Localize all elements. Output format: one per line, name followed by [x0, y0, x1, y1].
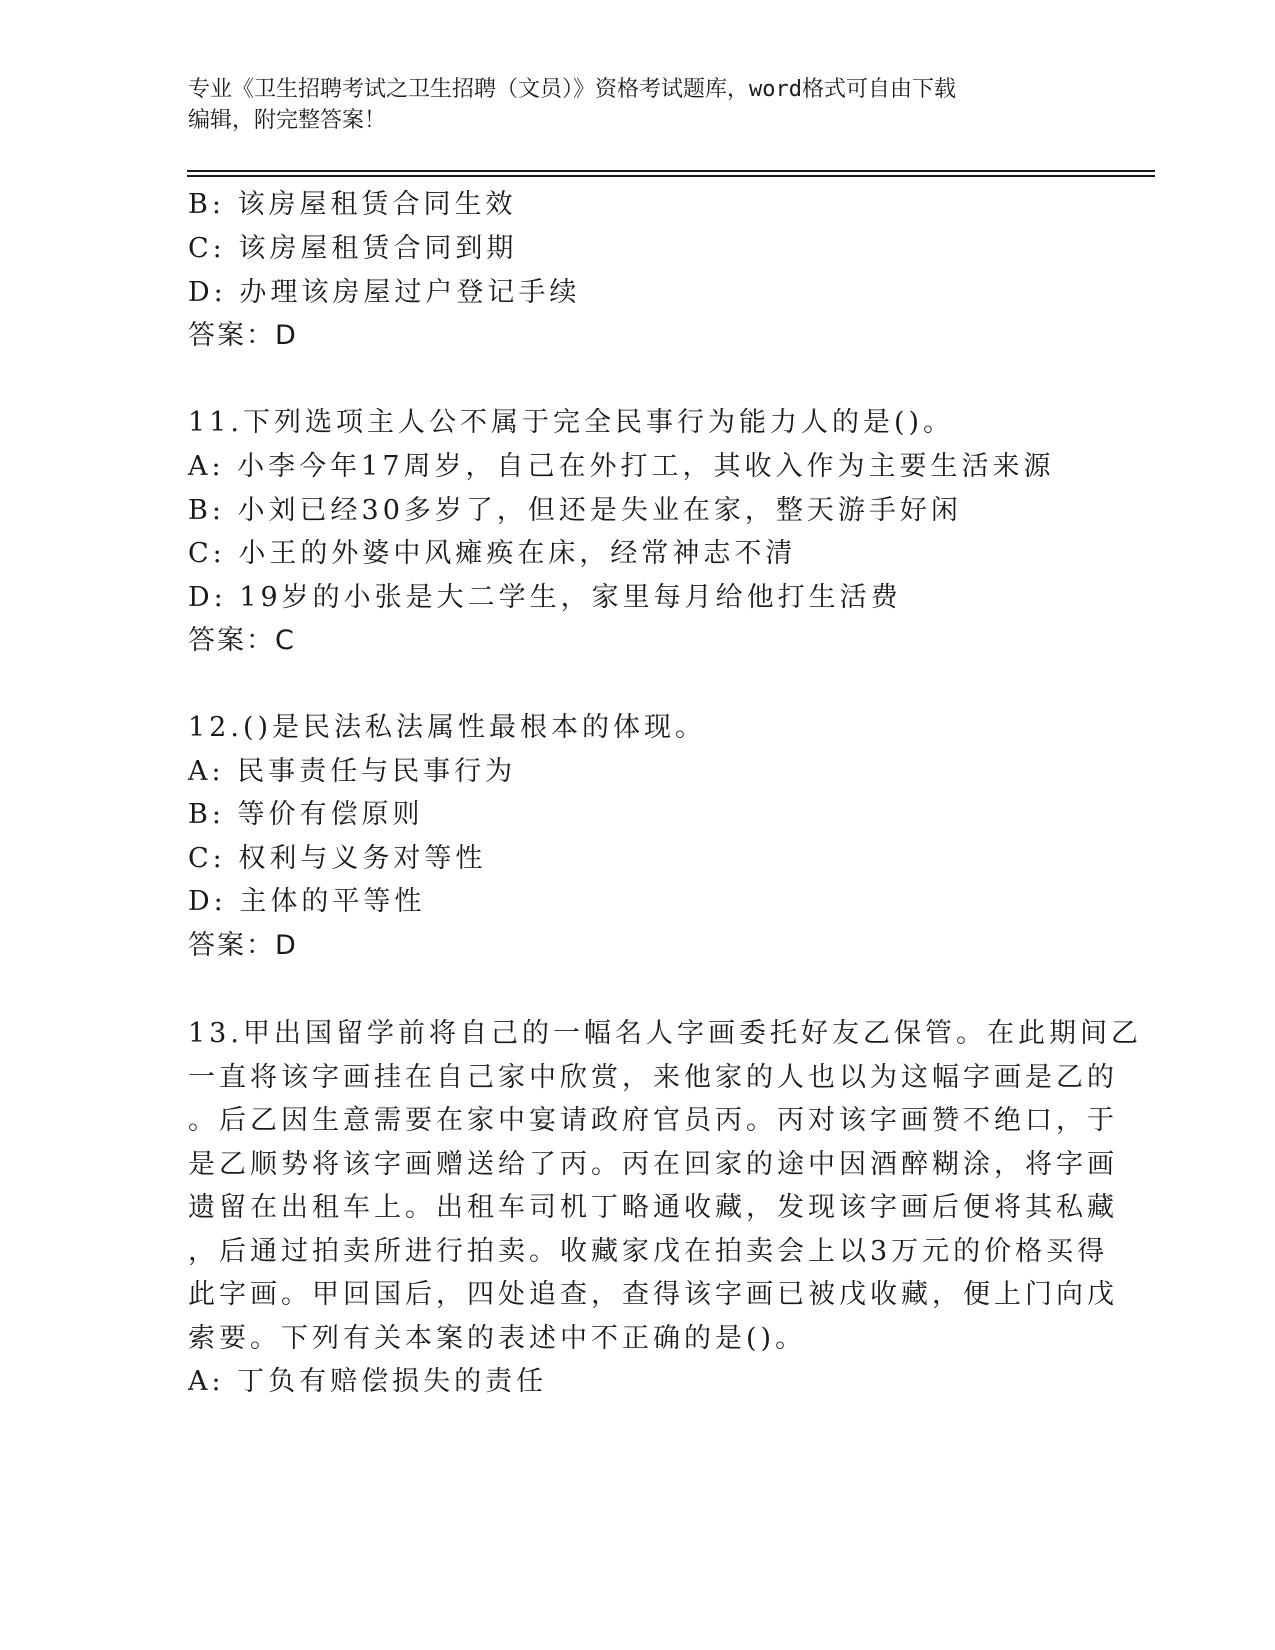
q13-stem-line: 。后乙因生意需要在家中宴请政府官员丙。丙对该字画赞不绝口，于 [188, 1105, 1118, 1136]
q12-option-d: D: 主体的平等性 [188, 886, 426, 917]
q10-option-d: D: 办理该房屋过户登记手续 [188, 277, 581, 308]
q11-answer: 答案：C [188, 625, 296, 656]
q13-option-a: A: 丁负有赔偿损失的责任 [188, 1366, 548, 1397]
q11-option-c: C: 小王的外婆中风瘫痪在床，经常神志不清 [188, 538, 797, 569]
q11-option-b: B: 小刘已经30多岁了，但还是失业在家，整天游手好闲 [188, 495, 962, 526]
header-divider-top [187, 170, 1155, 172]
document-header [188, 74, 1078, 136]
q12-option-b: B: 等价有偿原则 [188, 799, 424, 830]
q13-stem-line: 此字画。甲回国后，四处追查，查得该字画已被戊收藏，便上门向戊 [188, 1279, 1118, 1310]
q11-stem: 11.下列选项主人公不属于完全民事行为能力人的是()。 [188, 407, 955, 438]
header-divider-bottom [187, 175, 1155, 177]
q10-answer: 答案：D [188, 320, 298, 351]
q12-option-c: C: 权利与义务对等性 [188, 843, 487, 874]
q13-stem-line: 是乙顺势将该字画赠送给了丙。丙在回家的途中因酒醉糊涂，将字画 [188, 1149, 1118, 1180]
q11-option-d: D: 19岁的小张是大二学生，家里每月给他打生活费 [188, 582, 902, 613]
q11-option-a: A: 小李今年17周岁，自己在外打工，其收入作为主要生活来源 [188, 451, 1055, 482]
q13-stem-line: 13.甲出国留学前将自己的一幅名人字画委托好友乙保管。在此期间乙 [188, 1018, 1142, 1049]
q10-option-c: C: 该房屋租赁合同到期 [188, 233, 518, 264]
q10-option-b: B: 该房屋租赁合同生效 [188, 189, 517, 220]
q13-stem-line: ，后通过拍卖所进行拍卖。收藏家戊在拍卖会上以3万元的价格买得 [188, 1236, 1109, 1267]
q13-stem-line: 遗留在出租车上。出租车司机丁略通收藏，发现该字画后便将其私藏 [188, 1192, 1118, 1223]
header-line-2: 编辑，附完整答案！ [188, 108, 387, 133]
q13-stem-line: 一直将该字画挂在自己家中欣赏，来他家的人也以为这幅字画是乙的 [188, 1062, 1118, 1093]
q13-stem-line: 索要。下列有关本案的表述中不正确的是()。 [188, 1323, 807, 1354]
q12-stem: 12.()是民法私法属性最根本的体现。 [188, 712, 707, 743]
q12-option-a: A: 民事责任与民事行为 [188, 756, 517, 787]
q12-answer: 答案：D [188, 930, 298, 961]
header-line-1: 专业《卫生招聘考试之卫生招聘（文员）》资格考试题库，word格式可自由下载 [188, 77, 956, 102]
